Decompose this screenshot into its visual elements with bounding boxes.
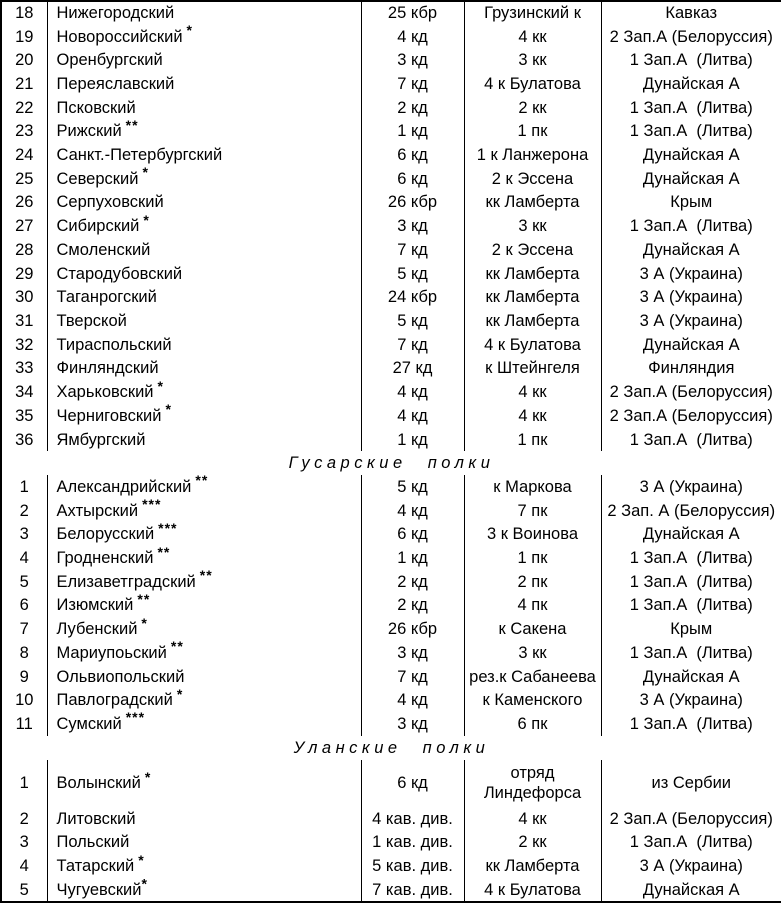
regiment-name: Оренбургский — [56, 51, 163, 70]
cell-corps: 1 пк — [464, 546, 601, 570]
asterisk-marks: * — [141, 878, 148, 892]
cell-number: 4 — [1, 854, 47, 878]
cell-army: 1 Зап.А (Литва) — [601, 712, 781, 736]
asterisk-marks: * — [144, 768, 152, 785]
cell-number: 18 — [1, 1, 47, 25]
cell-army: 1 Зап.А (Литва) — [601, 594, 781, 618]
cell-army: Крым — [601, 617, 781, 641]
cell-number: 5 — [1, 878, 47, 902]
table-row — [1, 522, 781, 546]
asterisk-marks: * — [142, 166, 149, 181]
regiment-name: Ахтырский — [56, 501, 139, 520]
cell-corps: 4 пк — [464, 594, 601, 618]
table-row — [1, 546, 781, 570]
cell-regiment-name — [47, 807, 361, 831]
cell-number: 7 — [1, 617, 47, 641]
cell-number: 2 — [1, 807, 47, 831]
table-row — [1, 712, 781, 736]
table-row — [1, 214, 781, 238]
cell-division: 26 кбр — [361, 191, 464, 215]
cell-division: 6 кд — [361, 143, 464, 167]
cell-number: 19 — [1, 25, 47, 49]
cell-number: 27 — [1, 214, 47, 238]
cell-number: 30 — [1, 285, 47, 309]
cell-division: 4 кд — [361, 499, 464, 523]
cell-army: 2 Зап. А (Белоруссия) — [601, 499, 781, 523]
cell-division: 24 кбр — [361, 285, 464, 309]
table-row — [1, 72, 781, 96]
table-row — [1, 665, 781, 689]
cell-regiment-name — [47, 428, 361, 452]
asterisk-marks: *** — [158, 522, 178, 536]
cell-regiment-name — [47, 641, 361, 665]
cell-corps: 3 кк — [464, 641, 601, 665]
cell-corps: отряд Линдефорса — [464, 760, 601, 807]
cell-army: Крым — [601, 191, 781, 215]
cell-corps: 3 кк — [464, 48, 601, 72]
cell-number: 24 — [1, 143, 47, 167]
cell-number: 3 — [1, 522, 47, 546]
cell-division: 7 кд — [361, 333, 464, 357]
cell-army: Дунайская А — [601, 878, 781, 902]
cell-army: Дунайская А — [601, 238, 781, 262]
table-row — [1, 333, 781, 357]
cell-number: 10 — [1, 688, 47, 712]
asterisk-marks: ** — [137, 593, 151, 607]
cell-number: 1 — [1, 475, 47, 499]
asterisk-marks: * — [141, 617, 148, 631]
cell-division: 3 кд — [361, 214, 464, 238]
table-row — [1, 167, 781, 191]
cell-number: 23 — [1, 120, 47, 144]
regiment-name: Павлоградский — [56, 691, 173, 710]
cell-division: 1 кд — [361, 428, 464, 452]
table-row — [1, 191, 781, 215]
cell-number: 22 — [1, 96, 47, 120]
cell-regiment-name — [47, 617, 361, 641]
cell-army: Дунайская А — [601, 72, 781, 96]
cell-number: 8 — [1, 641, 47, 665]
cell-regiment-name — [47, 570, 361, 594]
cell-division: 7 кав. див. — [361, 878, 464, 902]
asterisk-marks: ** — [199, 569, 213, 584]
cell-division: 7 кд — [361, 72, 464, 96]
cell-army: 2 Зап.А (Белоруссия) — [601, 380, 781, 404]
cell-regiment-name — [47, 309, 361, 333]
cell-division: 3 кд — [361, 712, 464, 736]
cell-corps: кк Ламберта — [464, 854, 601, 878]
asterisk-marks: ** — [195, 475, 209, 489]
cell-corps: 4 кк — [464, 25, 601, 49]
cell-regiment-name — [47, 499, 361, 523]
cell-army: Кавказ — [601, 1, 781, 25]
cell-army: 3 А (Украина) — [601, 262, 781, 286]
regiment-name: Татарский — [56, 857, 135, 876]
regiment-name: Северский — [56, 169, 139, 188]
regiment-name: Серпуховский — [56, 193, 164, 212]
table-row — [1, 499, 781, 523]
cell-regiment-name — [47, 712, 361, 736]
regiment-name: Гродненский — [56, 549, 154, 568]
regiment-name: Переяславский — [56, 74, 175, 93]
regiment-name: Смоленский — [56, 240, 151, 259]
cell-regiment-name — [47, 333, 361, 357]
asterisk-marks: ** — [170, 640, 184, 655]
cell-army: 3 А (Украина) — [601, 854, 781, 878]
table-row — [1, 760, 781, 807]
cell-corps: 4 к Булатова — [464, 333, 601, 357]
table-row — [1, 262, 781, 286]
regiment-name: Харьковский — [56, 383, 154, 402]
table-row — [1, 48, 781, 72]
cell-army: 3 А (Украина) — [601, 688, 781, 712]
cell-number: 36 — [1, 428, 47, 452]
asterisk-marks: ** — [157, 546, 171, 560]
cell-corps: кк Ламберта — [464, 191, 601, 215]
cell-corps: 4 к Булатова — [464, 72, 601, 96]
regiment-name: Санкт.-Петербургский — [56, 146, 223, 165]
table-row — [1, 831, 781, 855]
cell-division: 5 кд — [361, 475, 464, 499]
cell-number: 3 — [1, 831, 47, 855]
regiment-name: Литовский — [56, 809, 136, 828]
cell-division: 3 кд — [361, 641, 464, 665]
cell-regiment-name — [47, 475, 361, 499]
asterisk-marks: * — [138, 854, 145, 868]
table-row — [1, 594, 781, 618]
cell-army: 2 Зап.А (Белоруссия) — [601, 807, 781, 831]
table-row — [1, 380, 781, 404]
cell-number: 35 — [1, 404, 47, 428]
regiment-name: Стародубовский — [56, 264, 183, 283]
asterisk-marks: * — [143, 214, 150, 228]
cell-division: 6 кд — [361, 167, 464, 191]
cell-army: из Сербии — [601, 760, 781, 807]
cell-regiment-name — [47, 285, 361, 309]
cell-number: 33 — [1, 357, 47, 381]
regiment-name: Польский — [56, 833, 130, 852]
cell-division: 27 кд — [361, 357, 464, 381]
cell-corps: к Маркова — [464, 475, 601, 499]
cell-regiment-name — [47, 96, 361, 120]
table-row — [1, 807, 781, 831]
cell-army: 1 Зап.А (Литва) — [601, 96, 781, 120]
regiment-name: Тверской — [56, 311, 127, 330]
cell-division: 7 кд — [361, 238, 464, 262]
cell-corps: к Каменского — [464, 688, 601, 712]
cell-regiment-name — [47, 546, 361, 570]
table-row — [1, 475, 781, 499]
cell-corps: к Сакена — [464, 617, 601, 641]
cell-army: 2 Зап.А (Белоруссия) — [601, 25, 781, 49]
cell-number: 2 — [1, 499, 47, 523]
cell-corps: кк Ламберта — [464, 285, 601, 309]
cell-division: 25 кбр — [361, 1, 464, 25]
table-row — [1, 357, 781, 381]
regiment-name: Волынский — [56, 774, 141, 793]
cell-division: 2 кд — [361, 96, 464, 120]
cell-corps: 4 кк — [464, 380, 601, 404]
cell-number: 9 — [1, 665, 47, 689]
asterisk-marks: * — [186, 24, 193, 39]
asterisk-marks: *** — [125, 712, 146, 726]
regiment-name: Нижегородский — [56, 4, 175, 23]
table-row — [1, 428, 781, 452]
cell-division: 5 кав. див. — [361, 854, 464, 878]
cell-corps: 2 к Эссена — [464, 167, 601, 191]
cell-army: Дунайская А — [601, 522, 781, 546]
regiment-name: Ольвиопольский — [56, 667, 185, 686]
regiment-name: Чугуевский — [56, 880, 142, 899]
cell-corps: 4 кк — [464, 404, 601, 428]
cell-regiment-name — [47, 167, 361, 191]
cell-regiment-name — [47, 191, 361, 215]
regiment-name: Сумский — [56, 714, 122, 733]
section-header: Гусарские полки — [288, 454, 495, 473]
cell-corps: 3 кк — [464, 214, 601, 238]
cell-regiment-name — [47, 238, 361, 262]
regiment-name: Тираспольский — [56, 335, 172, 354]
cell-regiment-name — [47, 214, 361, 238]
table-row — [1, 120, 781, 144]
regiment-name: Александрийский — [56, 477, 192, 496]
cell-regiment-name — [47, 25, 361, 49]
table-row — [1, 570, 781, 594]
table-row — [1, 688, 781, 712]
cell-division: 5 кд — [361, 309, 464, 333]
cell-regiment-name — [47, 831, 361, 855]
regiments-table-body — [1, 1, 781, 902]
cell-army: Дунайская А — [601, 665, 781, 689]
regiment-name: Черниговский — [56, 406, 162, 425]
cell-regiment-name — [47, 760, 361, 807]
cell-army: 1 Зап.А (Литва) — [601, 546, 781, 570]
cell-division: 4 кд — [361, 25, 464, 49]
cell-number: 11 — [1, 712, 47, 736]
cell-army: Дунайская А — [601, 143, 781, 167]
cell-corps: 1 к Ланжерона — [464, 143, 601, 167]
asterisk-marks: * — [157, 380, 164, 394]
section-header-row — [1, 736, 781, 760]
cell-division: 1 кд — [361, 546, 464, 570]
table-row — [1, 285, 781, 309]
cell-number: 25 — [1, 167, 47, 191]
cell-division: 26 кбр — [361, 617, 464, 641]
cell-regiment-name — [47, 357, 361, 381]
section-header: Уланские полки — [293, 738, 490, 757]
table-row — [1, 143, 781, 167]
cell-number: 28 — [1, 238, 47, 262]
regiment-name: Елизаветградский — [56, 572, 196, 591]
cell-corps: кк Ламберта — [464, 309, 601, 333]
regiment-name: Изюмский — [56, 596, 134, 615]
cell-division: 7 кд — [361, 665, 464, 689]
cell-army: 1 Зап.А (Литва) — [601, 831, 781, 855]
cell-regiment-name — [47, 688, 361, 712]
cell-army: 3 А (Украина) — [601, 475, 781, 499]
cell-regiment-name — [47, 143, 361, 167]
asterisk-marks: * — [165, 403, 172, 418]
cell-regiment-name — [47, 72, 361, 96]
table-row — [1, 96, 781, 120]
cell-corps: 2 к Эссена — [464, 238, 601, 262]
cell-army: Дунайская А — [601, 333, 781, 357]
cell-division: 6 кд — [361, 760, 464, 807]
regiment-name: Лубенский — [56, 620, 138, 639]
cell-division: 4 кд — [361, 688, 464, 712]
cell-army: Финляндия — [601, 357, 781, 381]
cell-army: 1 Зап.А (Литва) — [601, 214, 781, 238]
cell-army: 1 Зап.А (Литва) — [601, 641, 781, 665]
regiment-name: Белорусский — [56, 525, 155, 544]
table-row — [1, 238, 781, 262]
cell-corps: к Штейнгеля — [464, 357, 601, 381]
cell-regiment-name — [47, 120, 361, 144]
cell-army: 2 Зап.А (Белоруссия) — [601, 404, 781, 428]
cell-division: 4 кав. див. — [361, 807, 464, 831]
table-row — [1, 854, 781, 878]
cell-corps: 3 к Воинова — [464, 522, 601, 546]
cell-regiment-name — [47, 404, 361, 428]
cell-number: 34 — [1, 380, 47, 404]
cell-number: 29 — [1, 262, 47, 286]
asterisk-marks: ** — [125, 119, 139, 133]
cell-corps: 1 пк — [464, 120, 601, 144]
cell-regiment-name — [47, 522, 361, 546]
cell-division: 3 кд — [361, 48, 464, 72]
table-row — [1, 878, 781, 902]
regiment-name: Таганрогский — [56, 288, 157, 307]
cell-division: 6 кд — [361, 522, 464, 546]
cell-regiment-name — [47, 854, 361, 878]
cell-army: 1 Зап.А (Литва) — [601, 48, 781, 72]
cell-regiment-name — [47, 48, 361, 72]
cell-corps: 1 пк — [464, 428, 601, 452]
cell-number: 1 — [1, 760, 47, 807]
cell-corps: 2 кк — [464, 96, 601, 120]
cell-regiment-name — [47, 380, 361, 404]
cell-number: 5 — [1, 570, 47, 594]
asterisk-marks: * — [176, 688, 184, 702]
cell-regiment-name — [47, 594, 361, 618]
regiment-name: Финляндский — [56, 359, 159, 378]
cell-division: 5 кд — [361, 262, 464, 286]
cell-regiment-name — [47, 665, 361, 689]
cell-army: 3 А (Украина) — [601, 309, 781, 333]
table-row — [1, 617, 781, 641]
regiment-name: Новороссийский — [56, 27, 183, 46]
cell-army: 3 А (Украина) — [601, 285, 781, 309]
cell-army: 1 Зап.А (Литва) — [601, 570, 781, 594]
cell-corps: 7 пк — [464, 499, 601, 523]
cell-number: 26 — [1, 191, 47, 215]
cell-corps: 4 к Булатова — [464, 878, 601, 902]
cell-corps: 4 кк — [464, 807, 601, 831]
cell-corps: 6 пк — [464, 712, 601, 736]
asterisk-marks: *** — [142, 498, 162, 513]
cell-division: 4 кд — [361, 380, 464, 404]
cell-corps: Грузинский к — [464, 1, 601, 25]
cell-number: 31 — [1, 309, 47, 333]
table-row — [1, 25, 781, 49]
cell-army: 1 Зап.А (Литва) — [601, 428, 781, 452]
cell-division: 1 кав. див. — [361, 831, 464, 855]
regiment-name: Сибирский — [56, 217, 140, 236]
cell-division: 4 кд — [361, 404, 464, 428]
cell-number: 21 — [1, 72, 47, 96]
table-row — [1, 309, 781, 333]
cell-army: Дунайская А — [601, 167, 781, 191]
cell-army: 1 Зап.А (Литва) — [601, 120, 781, 144]
cell-corps: рез.к Сабанеева — [464, 665, 601, 689]
table-row — [1, 641, 781, 665]
cell-number: 32 — [1, 333, 47, 357]
cell-regiment-name — [47, 1, 361, 25]
regiment-name: Псковский — [56, 98, 136, 117]
regiment-name: Ямбургский — [56, 430, 146, 449]
cell-regiment-name — [47, 878, 361, 902]
cell-number: 4 — [1, 546, 47, 570]
cell-corps: 2 пк — [464, 570, 601, 594]
regiment-name: Мариупоьский — [56, 643, 167, 662]
cell-division: 2 кд — [361, 594, 464, 618]
cell-corps: кк Ламберта — [464, 262, 601, 286]
cell-number: 20 — [1, 48, 47, 72]
table-row — [1, 1, 781, 25]
regiment-name: Рижский — [56, 122, 122, 141]
cell-corps: 2 кк — [464, 831, 601, 855]
table-row — [1, 404, 781, 428]
cell-division: 1 кд — [361, 120, 464, 144]
section-header-row — [1, 451, 781, 475]
cell-regiment-name — [47, 262, 361, 286]
cell-number: 6 — [1, 594, 47, 618]
cell-division: 2 кд — [361, 570, 464, 594]
